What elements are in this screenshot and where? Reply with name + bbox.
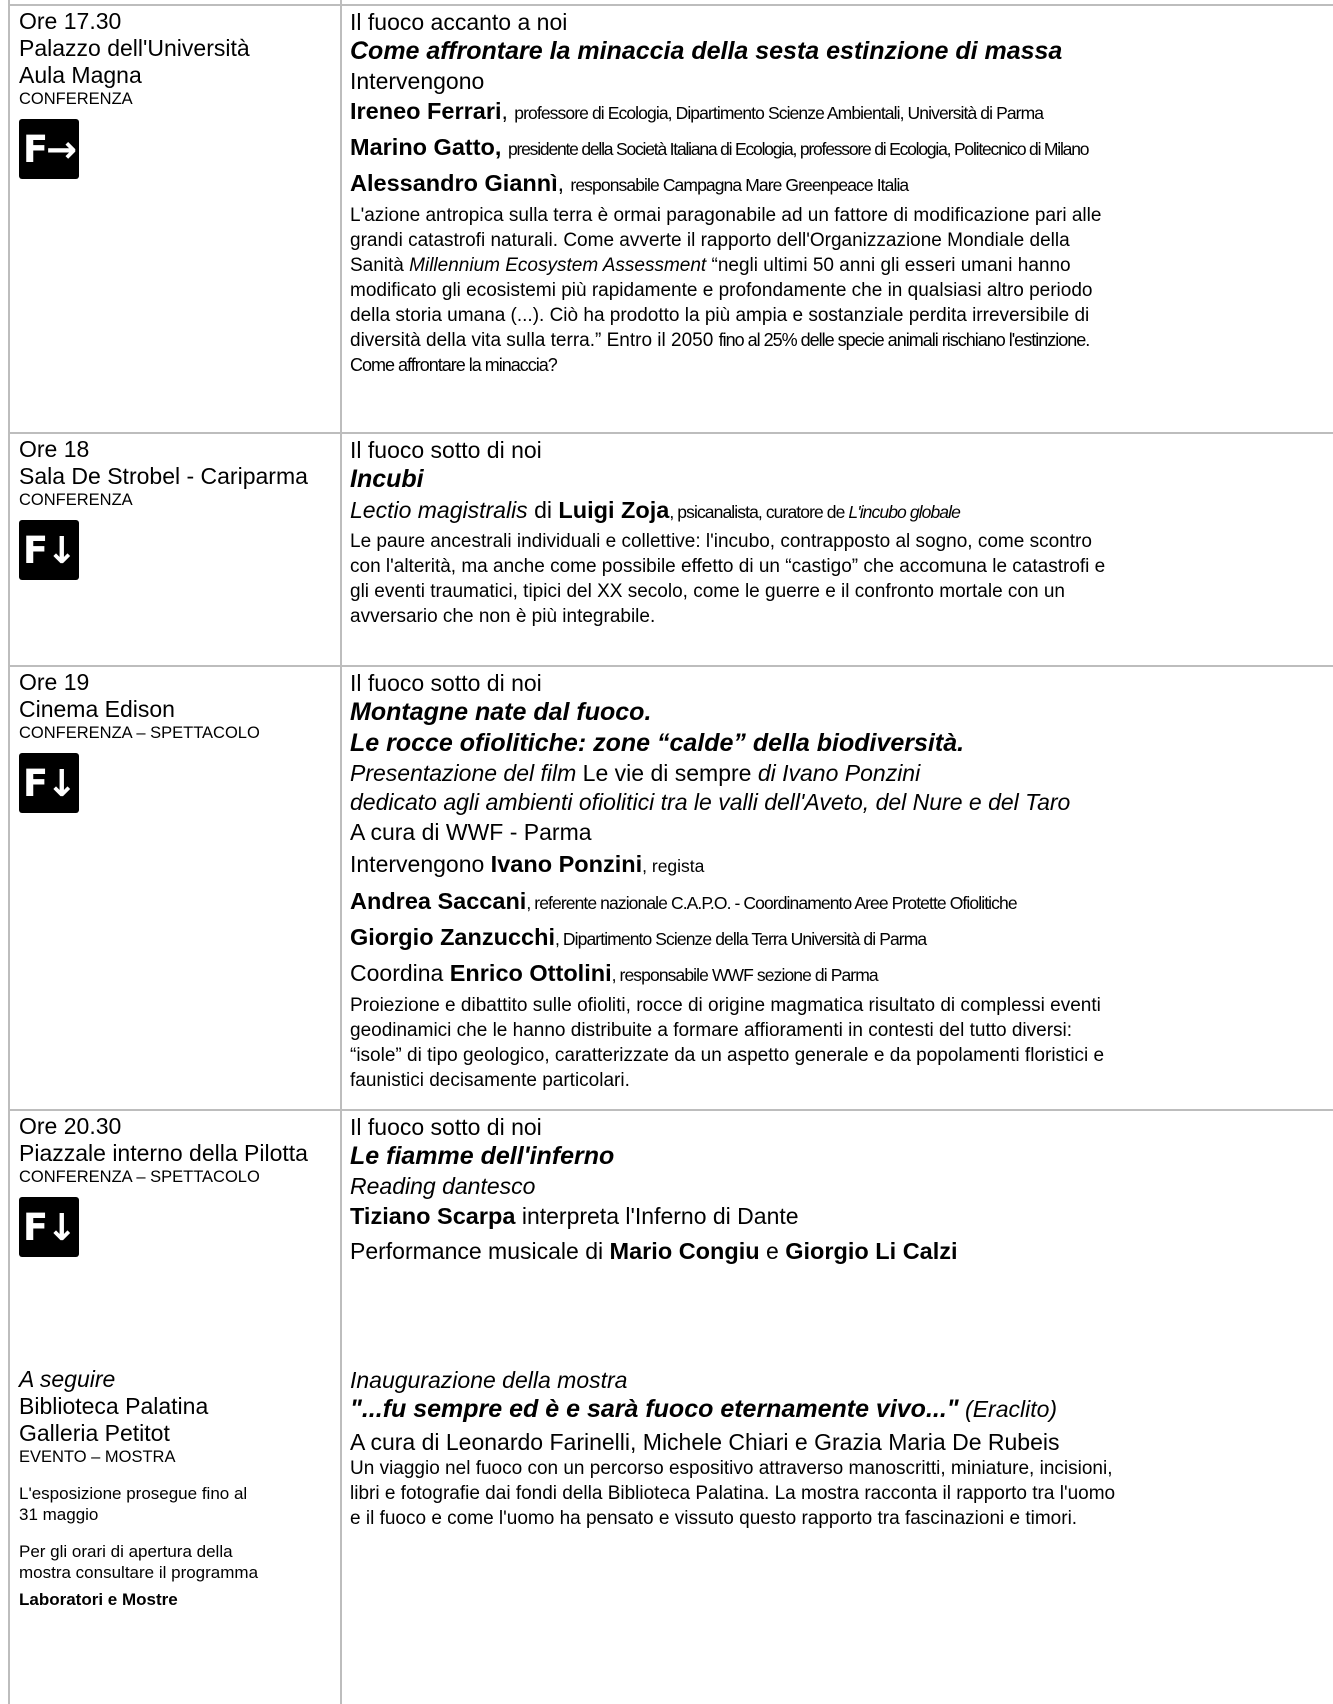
fire-arrow-down-icon: F↓: [19, 753, 79, 813]
event-type: CONFERENZA: [19, 491, 133, 509]
event-title: Le rocce ofiolitiche: zone “calde” della biodiversità.: [350, 729, 965, 757]
event-title: Le fiamme dell'inferno: [350, 1142, 615, 1170]
section-title: Il fuoco sotto di noi: [350, 1114, 542, 1140]
event-time: A seguire: [19, 1366, 116, 1392]
section-title: Il fuoco sotto di noi: [350, 437, 542, 463]
event-time: Ore 20.30: [19, 1113, 122, 1139]
column-divider: [8, 0, 10, 1704]
program-link: Laboratori e Mostre: [19, 1590, 178, 1609]
speaker: Ireneo Ferrari, professore di Ecologia, Dipartimento Scienze Ambientali, Università di Parma: [350, 98, 1044, 124]
lectio-line: Lectio magistralis di Luigi Zoja, psicanalista, curatore de L'incubo globale: [350, 497, 960, 523]
event-type: CONFERENZA: [19, 90, 133, 108]
event-details: [350, 1366, 1333, 1531]
row-divider: [8, 432, 1333, 434]
event-title: Come affrontare la minaccia della sesta estinzione di massa: [350, 37, 1063, 65]
event-details: [350, 669, 1333, 1093]
event-place: Cinema Edison: [19, 696, 175, 722]
row-divider: [8, 1109, 1333, 1111]
event-title: Montagne nate dal fuoco.: [350, 698, 652, 726]
event-place: Biblioteca Palatina: [19, 1393, 209, 1419]
event-details: [350, 1113, 1333, 1271]
event-time: Ore 19: [19, 669, 90, 695]
speaker: Andrea Saccani, referente nazionale C.A.P.O. - Coordinamento Aree Protette Ofiolitiche: [350, 888, 1017, 914]
speakers-intro: Intervengono: [350, 68, 485, 94]
event-place: Palazzo dell'Università: [19, 35, 250, 61]
event-description: Proiezione e dibattito sulle ofioliti, rocce di origine magmatica risultato di complessi eventi geodinamici che le hanno distribuite a formare affioramenti in contesti del tutto diversi: “isole” di tipo geologico, caratterizzate da un aspetto generale e da popolamenti floristici e faunistici decisamente particolari.: [350, 995, 1105, 1091]
event-info: [19, 1113, 341, 1257]
event-subtitle: Reading dantesco: [350, 1173, 536, 1199]
event-place: Sala De Strobel - Cariparma: [19, 463, 308, 489]
film-line: Presentazione del film Le vie di sempre di Ivano Ponzini: [350, 760, 921, 786]
event-type: CONFERENZA – SPETTACOLO: [19, 1168, 260, 1186]
event-description: Le paure ancestrali individuali e collettive: l'incubo, contrapposto al sogno, come scontro con l'alterità, ma anche come possibile effetto di un “castigo” che accomuna le catastrofi e gli eventi traumatici, tipici del XX secolo, come le guerre e il confronto mortale con un avversario che non è più integrabile.: [350, 531, 1106, 627]
event-type: CONFERENZA – SPETTACOLO: [19, 724, 260, 742]
event-time: Ore 17.30: [19, 8, 122, 34]
section-title: Inaugurazione della mostra: [350, 1367, 628, 1393]
event-details: [350, 436, 1333, 629]
row-divider: [8, 665, 1333, 667]
fire-arrow-down-icon: F↓: [19, 520, 79, 580]
event-info: [19, 436, 341, 580]
fire-arrow-down-icon: F↓: [19, 1197, 79, 1257]
event-type: EVENTO – MOSTRA: [19, 1448, 176, 1466]
coordinator: Coordina Enrico Ottolini, responsabile WWF sezione di Parma: [350, 960, 878, 986]
event-details: [350, 8, 1333, 378]
speaker: Giorgio Zanzucchi, Dipartimento Scienze della Terra Università di Parma: [350, 924, 927, 950]
exhibition-note: L'esposizione prosegue fino al 31 maggio: [19, 1484, 248, 1524]
film-line: dedicato agli ambienti ofiolitici tra le valli dell'Aveto, del Nure e del Taro: [350, 789, 1071, 815]
event-place: Piazzale interno della Pilotta: [19, 1140, 308, 1166]
event-time: Ore 18: [19, 436, 90, 462]
speaker: Alessandro Giannì, responsabile Campagna Mare Greenpeace Italia: [350, 170, 909, 196]
speaker: Marino Gatto, presidente della Società Italiana di Ecologia, professore di Ecologia, Politecnico di Milano: [350, 134, 1089, 160]
speaker: Intervengono Ivano Ponzini, regista: [350, 851, 705, 877]
section-title: Il fuoco accanto a noi: [350, 9, 568, 35]
row-divider: [8, 4, 1333, 6]
event-title: "...fu sempre ed è e sarà fuoco eternamente vivo..." (Eraclito): [350, 1395, 1058, 1423]
event-description: Un viaggio nel fuoco con un percorso espositivo attraverso manoscritti, miniature, incisioni, libri e fotografie dai fondi della Biblioteca Palatina. La mostra racconta il rapporto tra l'uomo e il fuoco e come l'uomo ha pensato e vissuto questo rapporto tra fascinazioni e timori.: [350, 1458, 1116, 1529]
event-place: Galleria Petitot: [19, 1420, 170, 1446]
event-info: [19, 1366, 341, 1610]
event-info: [19, 669, 341, 813]
fire-arrow-right-icon: F→: [19, 119, 79, 179]
performer-line: Performance musicale di Mario Congiu e Giorgio Li Calzi: [350, 1238, 958, 1264]
performer-line: Tiziano Scarpa interpreta l'Inferno di Dante: [350, 1203, 799, 1229]
section-title: Il fuoco sotto di noi: [350, 670, 542, 696]
event-title: Incubi: [350, 465, 424, 493]
curated-by: A cura di WWF - Parma: [350, 819, 592, 845]
event-info: [19, 8, 341, 179]
event-description: L'azione antropica sulla terra è ormai paragonabile ad un fattore di modificazione pari alle grandi catastrofi naturali. Come avverte il rapporto dell'Organizzazione Mondiale della Sanità Millennium Ecosystem Assessment “negli ultimi 50 anni gli esseri umani hanno modificato gli ecosistemi più rapidamente e profondamente che in qualsiasi altro periodo della storia umana (...). Ciò ha prodotto la più ampia e sostanziale perdita irreversibile di diversità della vita sulla terra.” Entro il 2050 fino al 25% delle specie animali rischiano l'estinzione. Come affrontare la minaccia?: [350, 205, 1102, 375]
exhibition-note: Per gli orari di apertura della mostra consultare il programma Laboratori e Mostre: [19, 1541, 341, 1610]
curated-by: A cura di Leonardo Farinelli, Michele Chiari e Grazia Maria De Rubeis: [350, 1429, 1060, 1455]
event-place: Aula Magna: [19, 62, 142, 88]
